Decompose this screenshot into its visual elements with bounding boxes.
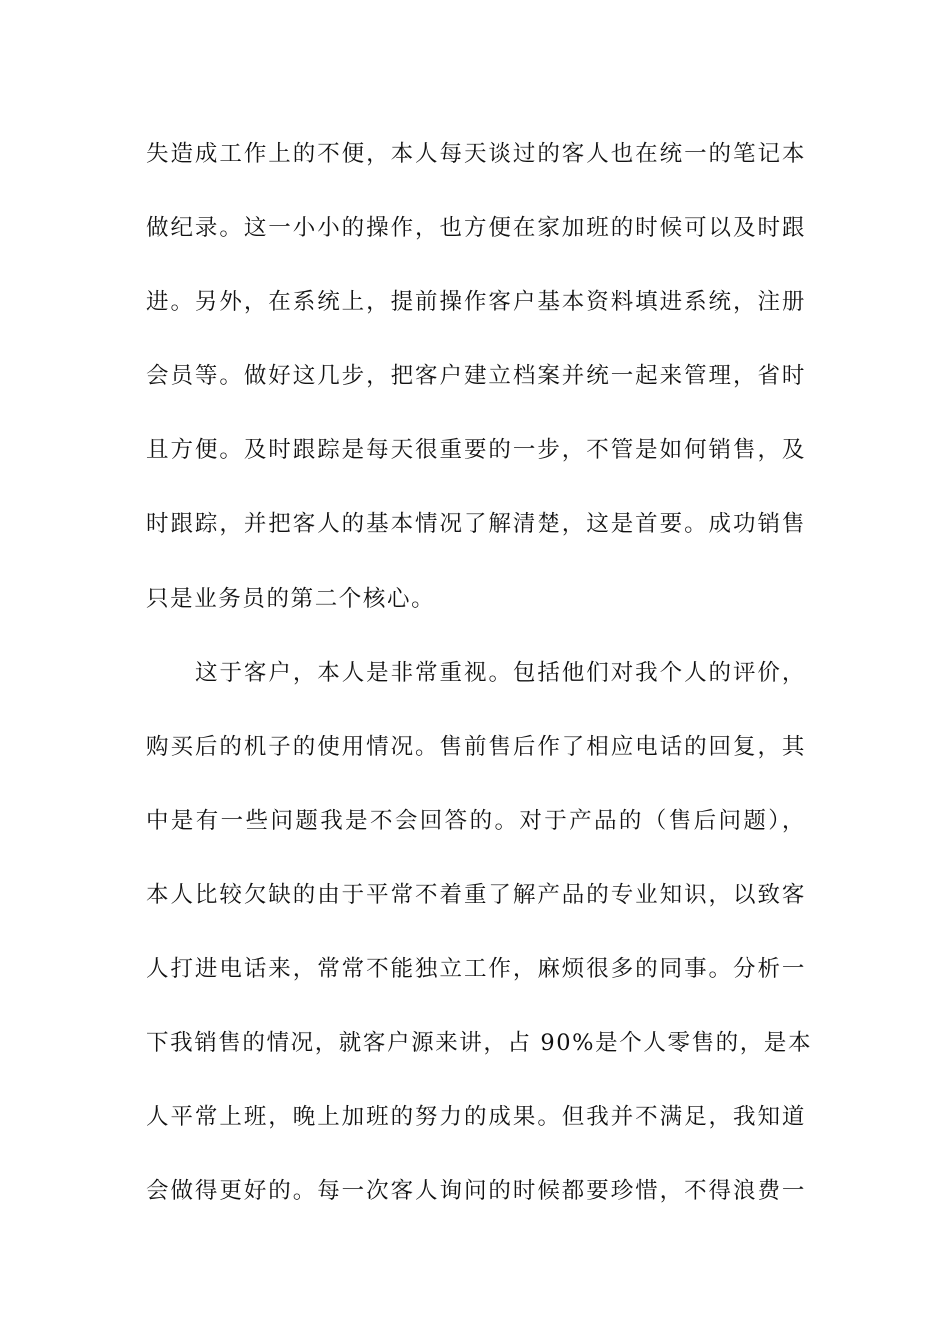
text-line: 做纪录。这一小小的操作，也方便在家加班的时候可以及时跟 xyxy=(146,215,806,242)
text-line: 人打进电话来，常常不能独立工作，麻烦很多的同事。分析一 xyxy=(146,956,806,983)
text-line: 购买后的机子的使用情况。售前售后作了相应电话的回复，其 xyxy=(146,733,806,760)
text-line: 失造成工作上的不便，本人每天谈过的客人也在统一的笔记本 xyxy=(146,141,806,167)
text-line: 中是有一些问题我是不会回答的。对于产品的（售后问题）， xyxy=(146,807,806,834)
text-line: 会做得更好的。每一次客人询问的时候都要珍惜，不得浪费一 xyxy=(146,1178,806,1205)
paragraph-2 xyxy=(146,647,813,1240)
text-line: 人平常上班，晚上加班的努力的成果。但我并不满足，我知道 xyxy=(146,1104,806,1131)
text-line: 下我销售的情况，就客户源来讲，占 90%是个人零售的，是本 xyxy=(146,1030,813,1057)
text-line: 本人比较欠缺的由于平常不着重了解产品的专业知识，以致客 xyxy=(146,881,806,908)
text-line: 只是业务员的第二个核心。 xyxy=(146,585,436,612)
paragraph-1 xyxy=(146,128,806,647)
text-line: 时跟踪，并把客人的基本情况了解清楚，这是首要。成功销售 xyxy=(146,511,806,538)
text-line: 且方便。及时跟踪是每天很重要的一步，不管是如何销售，及 xyxy=(146,437,806,464)
text-line: 这于客户，本人是非常重视。包括他们对我个人的评价， xyxy=(195,659,806,686)
text-line: 会员等。做好这几步，把客户建立档案并统一起来管理，省时 xyxy=(146,363,806,390)
body-text xyxy=(146,128,813,1239)
text-line: 进。另外，在系统上，提前操作客户基本资料填进系统，注册 xyxy=(146,289,806,316)
